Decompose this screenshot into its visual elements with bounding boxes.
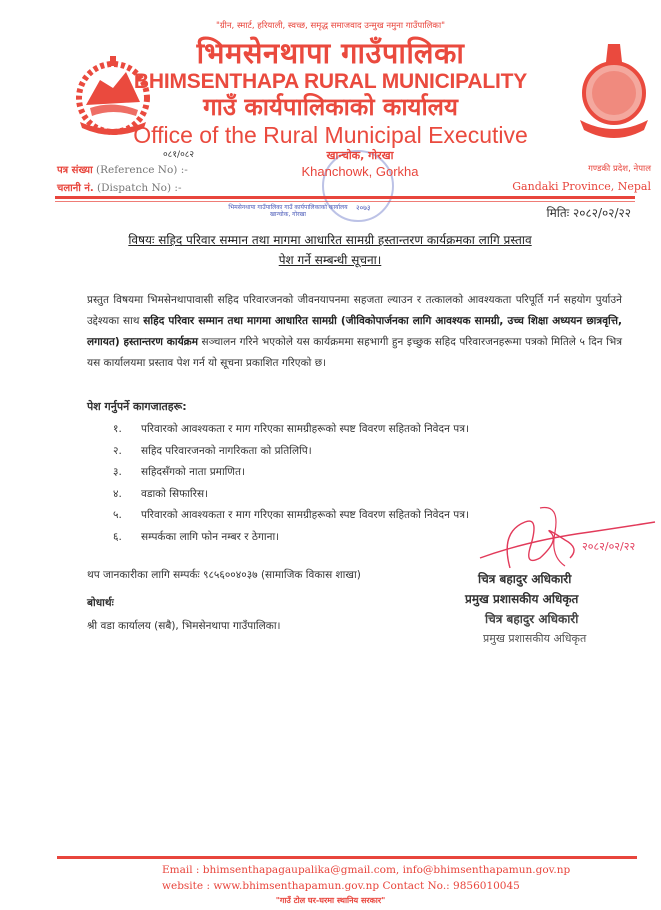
document-item-number: ४. bbox=[113, 487, 122, 500]
body-part-2: सञ्चालन गरिने भएकोले यस कार्यक्रममा सहभागी हुन इच्छुक सहिद परिवारजनहरूमा पत्रको मितिले ५ दिन भित्र यस कार्यालयमा प्रस्ताव पेश गर्न यो सूचना प्रकाशित गरिएको छ। bbox=[87, 336, 622, 369]
document-item-number: २. bbox=[113, 444, 122, 457]
subject-line-1: विषयः सहिद परिवार सम्मान तथा मागमा आधारित सामग्री हस्तान्तरण कार्यक्रमका लागि प्रस्ताव bbox=[128, 233, 532, 247]
office-name-nepali: गाउँ कार्यपालिकाको कार्यालय bbox=[203, 93, 458, 121]
province-nepali: गण्डकी प्रदेश, नेपाल bbox=[588, 164, 651, 174]
dispatch-number-label bbox=[57, 181, 182, 196]
reference-label-english: (Reference No) :- bbox=[96, 164, 188, 176]
header-divider-thin bbox=[55, 201, 635, 202]
document-item bbox=[113, 462, 533, 484]
cc-heading: बोधार्थः bbox=[87, 597, 114, 609]
subject-line-2: पेश गर्ने सम्बन्धी सूचना। bbox=[278, 253, 382, 267]
dispatch-label-english: (Dispatch No) :- bbox=[97, 182, 182, 194]
document-item-text: परिवारको आवश्यकता र माग गरिएका सामग्रीहरूको स्पष्ट विवरण सहितको निवेदन पत्र। bbox=[141, 423, 470, 435]
document-item-number: १. bbox=[113, 423, 122, 435]
body-part-1: प्रस्तुत विषयमा भिमसेनथापावासी सहिद परिवारजनको जीवनयापनमा सहजता ल्याउन र तत्कालको आवश्यकता परिपूर्ति गर्न सहयोग पुर्याउने उद्देश्यका साथ bbox=[87, 294, 622, 327]
office-stamp-year: २०७३ bbox=[356, 204, 371, 212]
signatory-title: प्रमुख प्रशासकीय अधिकृत bbox=[465, 592, 579, 606]
header-divider bbox=[55, 196, 635, 199]
cc-recipient: श्री वडा कार्यालय (सबै), भिमसेनथापा गाउँपालिका। bbox=[87, 620, 281, 632]
document-item bbox=[113, 441, 533, 463]
body-bold-program: सहिद परिवार सम्मान तथा मागमा आधारित सामग्री (जीविकोपार्जनका लागि आवश्यक सामग्री, उच्च शिक्षा अध्ययन छात्रवृत्ति, लगायत) हस्तान्तरण कार्यक्रम bbox=[87, 315, 623, 348]
location-nepali: खान्चोक, गोरखा bbox=[326, 149, 394, 162]
subject bbox=[60, 230, 600, 270]
location-english: Khanchowk, Gorkha bbox=[301, 164, 419, 179]
document-item-number: ५. bbox=[113, 509, 122, 521]
documents-heading: पेश गर्नुपर्ने कागजातहरू: bbox=[87, 400, 187, 413]
municipality-name-nepali: भिमसेनथापा गाउँपालिका bbox=[196, 36, 465, 70]
body-paragraph bbox=[87, 290, 622, 374]
province-english: Gandaki Province, Nepal bbox=[512, 180, 651, 193]
document-item-number: ३. bbox=[113, 466, 122, 478]
name-stamp: चित्र बहादुर अधिकारी bbox=[485, 612, 579, 626]
footer-tagline: "गाउँ टोल घर-घरमा स्थानिय सरकार" bbox=[275, 896, 386, 905]
reference-label-nepali: पत्र संख्या bbox=[57, 165, 93, 176]
dispatch-label-nepali: चलानी नं. bbox=[57, 183, 94, 194]
signature-date: २०८२/०२/२२ bbox=[582, 540, 636, 553]
document-item-text: सम्पर्कका लागि फोन नम्बर र ठेगाना। bbox=[141, 530, 280, 543]
municipality-name-english: BHIMSENTHAPA RURAL MUNICIPALITY bbox=[133, 70, 528, 93]
office-stamp-text: भिमसेनथापा गाउँपालिका गाउँ कार्यपालिकाको कार्यालय खान्चोक, गोरखा bbox=[228, 204, 348, 218]
reference-number-label bbox=[57, 163, 188, 178]
document-item bbox=[113, 484, 533, 506]
signatory-name: चित्र बहादुर अधिकारी bbox=[478, 572, 572, 586]
handwritten-signature-icon bbox=[470, 506, 660, 572]
footer-email: Email : bhimsenthapagaupalika@gmail.com, info@bhimsenthapamun.gov.np bbox=[162, 864, 571, 876]
document-item bbox=[113, 419, 533, 441]
footer-divider bbox=[57, 856, 637, 859]
document-item-text: वडाको सिफारिस। bbox=[141, 487, 209, 500]
document-item-text: परिवारको आवश्यकता र माग गरिएका सामग्रीहरूको स्पष्ट विवरण सहितको निवेदन पत्र। bbox=[141, 509, 470, 521]
letterhead-tagline: "ग्रीन, स्मार्ट, हरियाली, स्वच्छ, समृद्ध समाजवाद उन्मुख नमुना गाउँपालिका" bbox=[215, 21, 446, 31]
footer-website-contact: website : www.bhimsenthapamun.gov.np Contact No.: 9856010045 bbox=[162, 880, 520, 892]
contact-line: थप जानकारीका लागि सम्पर्कः ९८५६००४०३७ (सामाजिक विकास शाखा) bbox=[87, 569, 361, 581]
letter-date: मितिः २०८२/०२/२२ bbox=[546, 206, 631, 220]
title-stamp: प्रमुख प्रशासकीय अधिकृत bbox=[483, 632, 587, 645]
office-name-english: Office of the Rural Municipal Executive bbox=[133, 122, 528, 148]
document-item-text: सहिद परिवारजनको नागरिकता को प्रतिलिपि। bbox=[141, 444, 312, 457]
fiscal-year: ०८१/०८२ bbox=[163, 150, 195, 160]
document-item-number: ६. bbox=[113, 530, 122, 543]
document-item-text: सहिदसँगको नाता प्रमाणित। bbox=[141, 466, 245, 478]
